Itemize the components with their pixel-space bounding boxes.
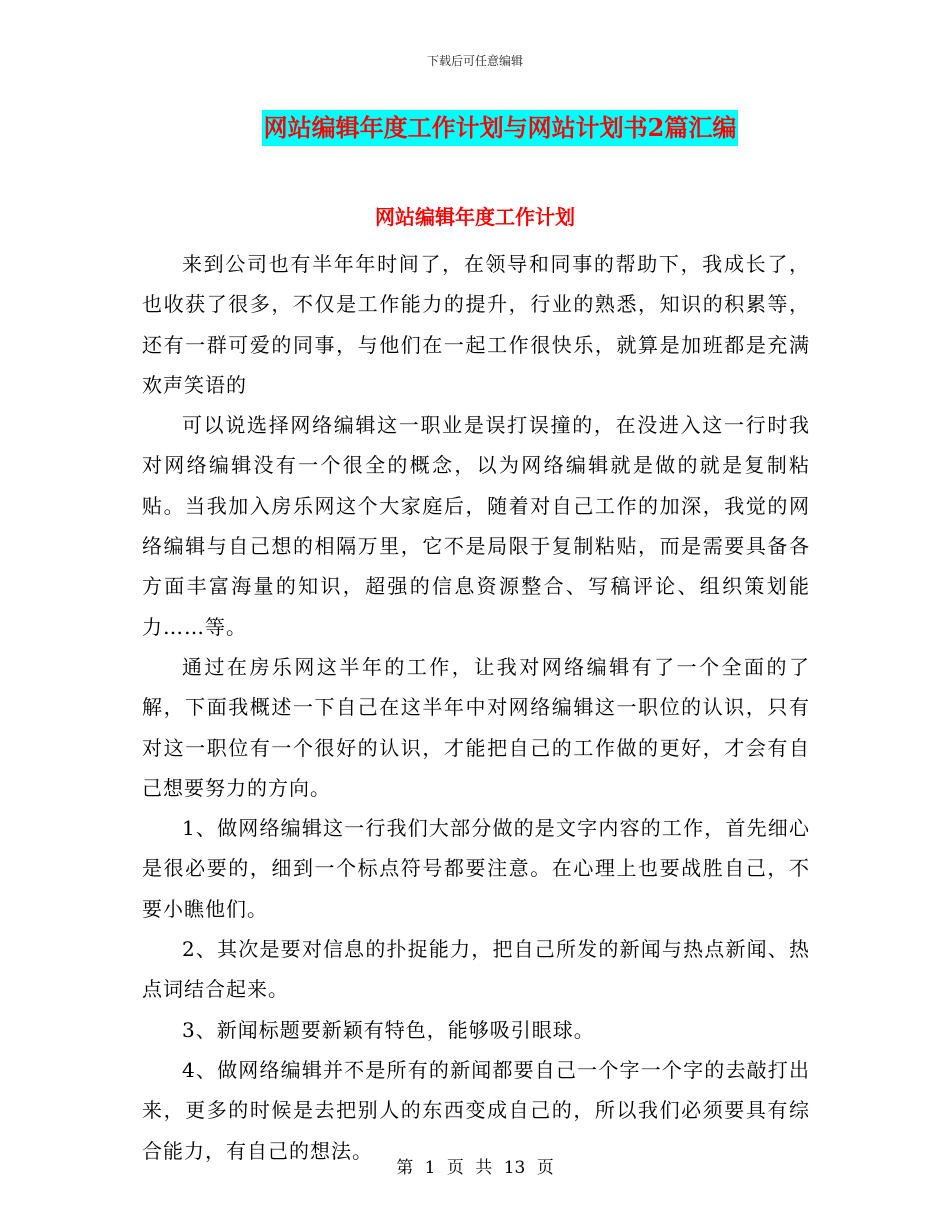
page-number-footer: 第 1 页 共 13 页 [396, 1158, 554, 1178]
header-note: 下载后可任意编辑 [426, 54, 523, 68]
body-text [142, 244, 810, 1171]
document-title-container [0, 110, 950, 146]
paragraph: 2、其次是要对信息的扑捉能力，把自己所发的新闻与热点新闻、热点词结合起来。 [142, 937, 810, 1002]
paragraph: 3、新闻标题要新颖有特色，能够吸引眼球。 [182, 1017, 595, 1042]
section-title: 网站编辑年度工作计划 [375, 205, 575, 229]
document-title: 网站编辑年度工作计划与网站计划书2篇汇编 [262, 110, 739, 146]
paragraph: 1、做网络编辑这一行我们大部分做的是文字内容的工作，首先细心是很必要的，细到一个标点符号都要注意。在心理上也要战胜自己，不要小瞧他们。 [142, 816, 810, 921]
paragraph: 通过在房乐网这半年的工作，让我对网络编辑有了一个全面的了解，下面我概述一下自己在这半年中对网络编辑这一职位的认识，只有对这一职位有一个很好的认识，才能把自己的工作做的更好，才会有自己想要努力的方向。 [142, 654, 810, 800]
paragraph: 可以说选择网络编辑这一职业是误打误撞的，在没进入这一行时我对网络编辑没有一个很全的概念，以为网络编辑就是做的就是复制粘贴。当我加入房乐网这个大家庭后，随着对自己工作的加深，我觉的网络编辑与自己想的相隔万里，它不是局限于复制粘贴，而是需要具备各方面丰富海量的知识，超强的信息资源整合、写稿评论、组织策划能力……等。 [142, 413, 810, 639]
paragraph: 4、做网络编辑并不是所有的新闻都要自己一个字一个字的去敲打出来，更多的时候是去把别人的东西变成自己的，所以我们必须要具有综合能力，有自己的想法。 [142, 1057, 810, 1163]
paragraph: 来到公司也有半年年时间了，在领导和同事的帮助下，我成长了，也收获了很多，不仅是工作能力的提升，行业的熟悉，知识的积累等，还有一群可爱的同事，与他们在一起工作很快乐，就算是加班都是充满欢声笑语的 [142, 252, 810, 397]
